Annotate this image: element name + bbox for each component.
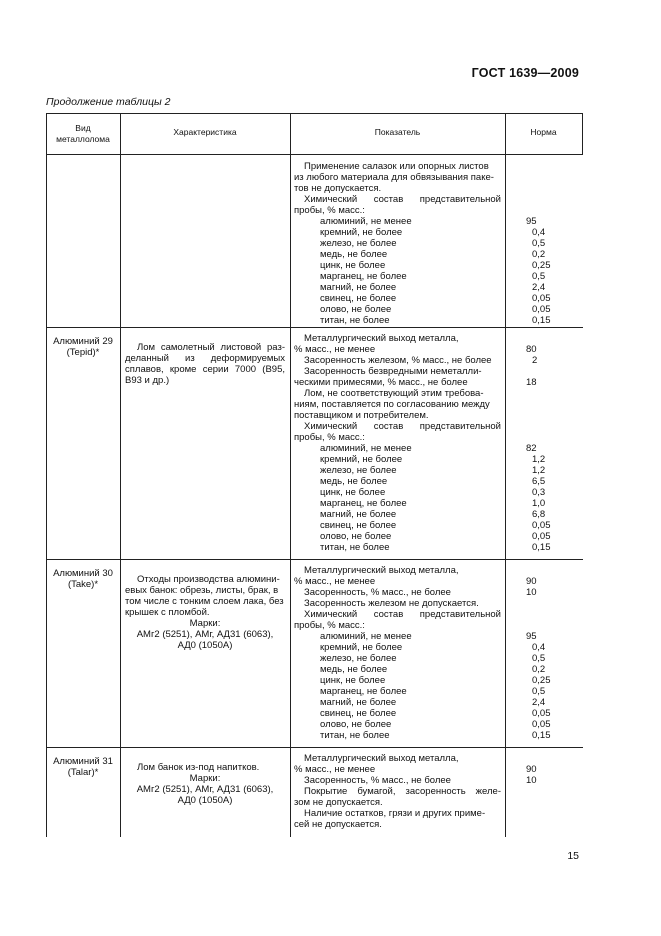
- indicator-line: медь, не более: [320, 476, 388, 487]
- norm-value: 6,8: [532, 509, 546, 520]
- indicator-line: титан, не более: [320, 542, 390, 553]
- indicator-line: медь, не более: [320, 249, 388, 260]
- characteristic-line: Лом банок из-под напитков.: [137, 762, 260, 773]
- indicator-line: олово, не более: [320, 719, 392, 730]
- scrap-type-label: Алюминий 31 (Talar)*: [53, 756, 113, 778]
- indicator-line: Металлургический выход металла,: [304, 565, 459, 576]
- page-number: 15: [567, 850, 579, 862]
- indicator-line: марганец, не более: [320, 498, 407, 509]
- norm-value: 0,05: [532, 531, 551, 542]
- norm-value: 0,2: [532, 249, 546, 260]
- characteristic-line: АМг2 (5251), АМг, АД31 (6063),: [136, 629, 274, 640]
- norm-value: 2: [532, 355, 538, 366]
- indicator-line: цинк, не более: [320, 260, 386, 271]
- norm-value: 0,25: [532, 675, 551, 686]
- indicator-line: магний, не более: [320, 697, 397, 708]
- norm-value: 95: [526, 631, 537, 642]
- data-table: [46, 113, 583, 837]
- norm-value: 2,4: [532, 282, 546, 293]
- norm-value: 0,5: [532, 238, 546, 249]
- indicator-line: тов не допускается.: [294, 183, 382, 194]
- indicator-line: пробы, % масс.:: [294, 432, 365, 443]
- indicator-line: железо, не более: [320, 465, 397, 476]
- col-header-type: Вид металлолома: [56, 123, 110, 144]
- scrap-type-label: Алюминий 29 (Tepid)*: [53, 336, 113, 358]
- indicator-line: Металлургический выход металла,: [304, 333, 459, 344]
- norm-value: 6,5: [532, 476, 546, 487]
- indicator-line: медь, не более: [320, 664, 388, 675]
- norm-value: 18: [526, 377, 537, 388]
- table-top-rule: [46, 113, 583, 114]
- indicator-line: Химический состав представительной: [304, 194, 501, 205]
- indicator-line: алюминий, не менее: [320, 216, 412, 227]
- indicator-line: зом не допускается.: [294, 797, 383, 808]
- indicator-line: пробы, % масс.:: [294, 620, 365, 631]
- indicator-line: железо, не более: [320, 238, 397, 249]
- characteristic-line: евых банок: обрезь, листы, брак, в: [125, 585, 279, 596]
- indicator-line: алюминий, не менее: [320, 443, 412, 454]
- norm-value: 90: [526, 576, 537, 587]
- indicator-line: поставщиком и потребителем.: [294, 410, 429, 421]
- norm-value: 10: [526, 775, 537, 786]
- norm-value: 0,5: [532, 686, 546, 697]
- col-header-indicator: Показатель: [374, 127, 421, 137]
- indicator-line: титан, не более: [320, 730, 390, 741]
- norm-value: 0,15: [532, 542, 551, 553]
- indicator-line: марганец, не более: [320, 686, 407, 697]
- indicator-line: Засоренность железом не допускается.: [304, 598, 479, 609]
- indicator-line: Лом, не соответствующий этим требова-: [304, 388, 484, 399]
- norm-value: 0,4: [532, 227, 546, 238]
- indicator-line: % масс., не менее: [294, 344, 376, 355]
- indicator-line: Засоренность, % масс., не более: [304, 587, 451, 598]
- col-header-characteristic: Характеристика: [173, 127, 237, 137]
- table-border-right: [582, 113, 583, 154]
- characteristic-line: крышек с пломбой.: [125, 607, 210, 618]
- characteristic-line: АД0 (1050А): [177, 795, 233, 806]
- characteristic-line: деланный из деформируемых: [125, 353, 285, 364]
- indicator-line: алюминий, не менее: [320, 631, 412, 642]
- indicator-line: Засоренность, % масс., не более: [304, 775, 451, 786]
- header-bottom-rule: [46, 154, 583, 155]
- characteristic-line: В93 и др.): [125, 375, 170, 386]
- indicator-line: пробы, % масс.:: [294, 205, 365, 216]
- indicator-line: кремний, не более: [320, 642, 403, 653]
- indicator-line: свинец, не более: [320, 293, 397, 304]
- norm-value: 0,3: [532, 487, 546, 498]
- norm-value: 0,05: [532, 708, 551, 719]
- indicator-line: кремний, не более: [320, 227, 403, 238]
- col-divider-2: [290, 113, 291, 837]
- indicator-line: магний, не более: [320, 509, 397, 520]
- indicator-line: олово, не более: [320, 304, 392, 315]
- row-divider-3: [46, 747, 583, 748]
- standard-header: ГОСТ 1639—2009: [471, 66, 579, 80]
- indicator-line: ниям, поставляется по согласованию между: [294, 399, 490, 410]
- indicator-line: % масс., не менее: [294, 764, 376, 775]
- table-caption: Продолжение таблицы 2: [46, 96, 171, 108]
- indicator-line: цинк, не более: [320, 487, 386, 498]
- col-divider-1: [120, 113, 121, 837]
- indicator-line: железо, не более: [320, 653, 397, 664]
- indicator-line: Химический состав представительной: [304, 421, 501, 432]
- norm-value: 82: [526, 443, 537, 454]
- indicator-line: сей не допускается.: [294, 819, 382, 830]
- norm-value: 0,15: [532, 730, 551, 741]
- indicator-line: Применение салазок или опорных листов: [304, 161, 489, 172]
- scrap-type-label: Алюминий 30 (Take)*: [53, 568, 113, 590]
- indicator-line: марганец, не более: [320, 271, 407, 282]
- norm-value: 1,0: [532, 498, 546, 509]
- indicator-line: титан, не более: [320, 315, 390, 326]
- indicator-line: цинк, не более: [320, 675, 386, 686]
- table-border-left: [46, 113, 47, 837]
- norm-value: 1,2: [532, 465, 546, 476]
- norm-value: 0,25: [532, 260, 551, 271]
- row-divider-2: [46, 559, 583, 560]
- norm-value: 10: [526, 587, 537, 598]
- characteristic-line: сплавов, кроме серии 7000 (В95,: [125, 364, 285, 375]
- indicator-line: Химический состав представительной: [304, 609, 501, 620]
- col-divider-3: [505, 113, 506, 837]
- characteristic-line: Марки:: [189, 618, 221, 629]
- indicator-line: Засоренность безвредными неметалли-: [304, 366, 482, 377]
- characteristic-line: АМг2 (5251), АМг, АД31 (6063),: [136, 784, 274, 795]
- characteristic-line: том числе с тонким слоем лака, без: [125, 596, 284, 607]
- indicator-line: свинец, не более: [320, 520, 397, 531]
- indicator-line: Металлургический выход металла,: [304, 753, 459, 764]
- characteristic-line: Отходы производства алюмини-: [137, 574, 280, 585]
- norm-value: 0,5: [532, 271, 546, 282]
- indicator-line: Наличие остатков, грязи и других приме-: [304, 808, 486, 819]
- indicator-line: кремний, не более: [320, 454, 403, 465]
- norm-value: 0,05: [532, 293, 551, 304]
- indicator-line: ческими примесями, % масс., не более: [294, 377, 468, 388]
- row-divider-1: [46, 327, 583, 328]
- indicator-line: % масс., не менее: [294, 576, 376, 587]
- indicator-line: магний, не более: [320, 282, 397, 293]
- indicator-line: из любого материала для обвязывания паке-: [294, 172, 494, 183]
- norm-value: 1,2: [532, 454, 546, 465]
- norm-value: 0,05: [532, 520, 551, 531]
- indicator-line: олово, не более: [320, 531, 392, 542]
- norm-value: 80: [526, 344, 537, 355]
- norm-value: 95: [526, 216, 537, 227]
- norm-value: 0,5: [532, 653, 546, 664]
- indicator-line: Засоренность железом, % масс., не более: [304, 355, 492, 366]
- norm-value: 90: [526, 764, 537, 775]
- characteristic-line: АД0 (1050А): [177, 640, 233, 651]
- norm-value: 0,05: [532, 719, 551, 730]
- col-header-norm: Норма: [530, 127, 557, 137]
- norm-value: 0,4: [532, 642, 546, 653]
- norm-value: 2,4: [532, 697, 546, 708]
- characteristic-line: Марки:: [189, 773, 221, 784]
- norm-value: 0,15: [532, 315, 551, 326]
- norm-value: 0,05: [532, 304, 551, 315]
- indicator-line: свинец, не более: [320, 708, 397, 719]
- indicator-line: Покрытие бумагой, засоренность желе-: [304, 786, 501, 797]
- norm-value: 0,2: [532, 664, 546, 675]
- characteristic-line: Лом самолетный листовой раз-: [137, 342, 285, 353]
